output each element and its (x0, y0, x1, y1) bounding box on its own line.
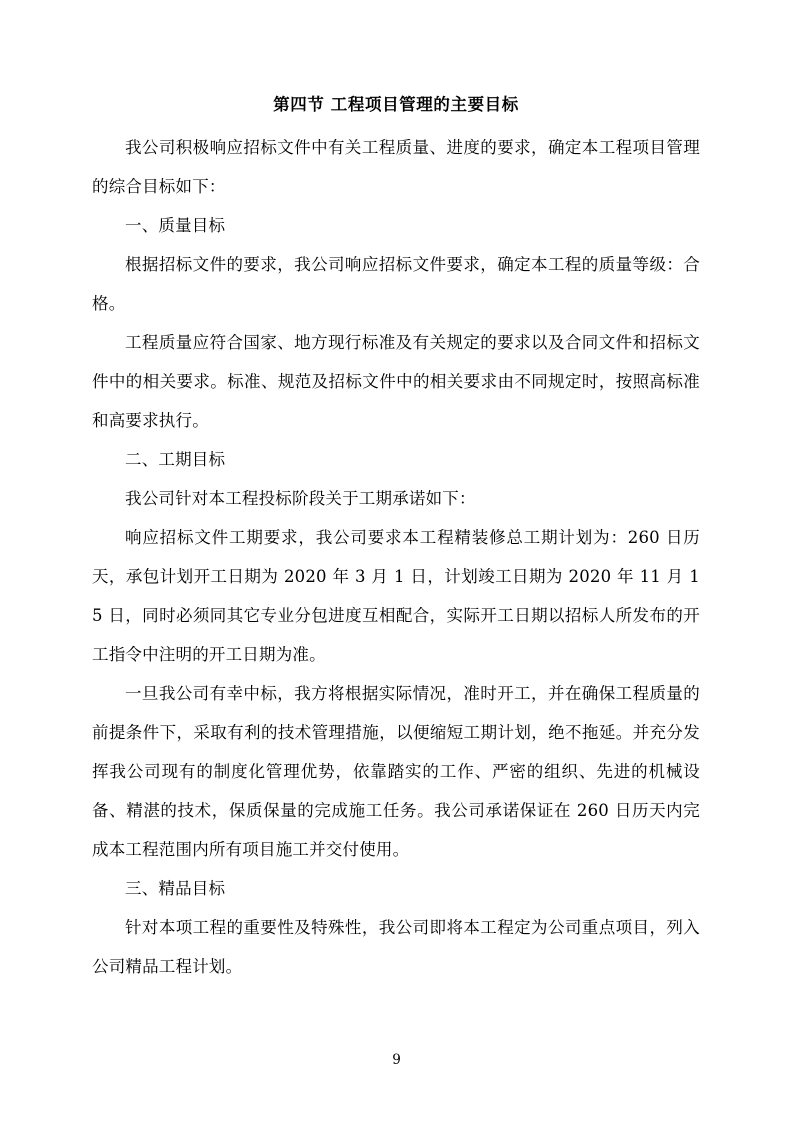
paragraph: 工程质量应符合国家、地方现行标准及有关规定的要求以及合同文件和招标文件中的相关要求。标准、规范及招标文件中的相关要求由不同规定时，按照高标准和高要求执行。 (92, 333, 700, 430)
paragraph: 根据招标文件的要求，我公司响应招标文件要求，确定本工程的质量等级：合格。 (92, 255, 700, 313)
paragraph: 一旦我公司有幸中标，我方将根据实际情况，准时开工，并在确保工程质量的前提条件下，采取有利的技术管理措施，以便缩短工期计划，绝不拖延。并充分发挥我公司现有的制度化管理优势，依靠踏实的工作、严密的组织、先进的机械设备、精湛的技术，保质保量的完成施工任务。我公司承诺保证在 260 日历天内完成本工程范围内所有项目施工并交付使用。 (92, 684, 700, 859)
paragraph: 针对本项工程的重要性及特殊性，我公司即将本工程定为公司重点项目，列入公司精品工程计划。 (92, 918, 700, 976)
paragraph-heading-quality: 一、质量目标 (125, 216, 226, 235)
document-body (92, 88, 700, 986)
paragraph: 响应招标文件工期要求，我公司要求本工程精装修总工期计划为：260 日历天，承包计划开工日期为 2020 年 3 月 1 日，计划竣工日期为 2020 年 11 月 15 日，同时必须同其它专业分包进度互相配合，实际开工日期以招标人所发布的开工指令中注明的开工日期为准。 (92, 528, 700, 664)
paragraph: 我公司积极响应招标文件中有关工程质量、进度的要求，确定本工程项目管理的综合目标如下： (92, 138, 700, 196)
section-title: 第四节 工程项目管理的主要目标 (273, 95, 519, 114)
paragraph-heading-schedule: 二、工期目标 (125, 450, 226, 469)
page-number: 9 (392, 1052, 401, 1068)
paragraph-heading-premium: 三、精品目标 (125, 879, 226, 898)
paragraph: 我公司针对本工程投标阶段关于工期承诺如下： (125, 489, 476, 508)
